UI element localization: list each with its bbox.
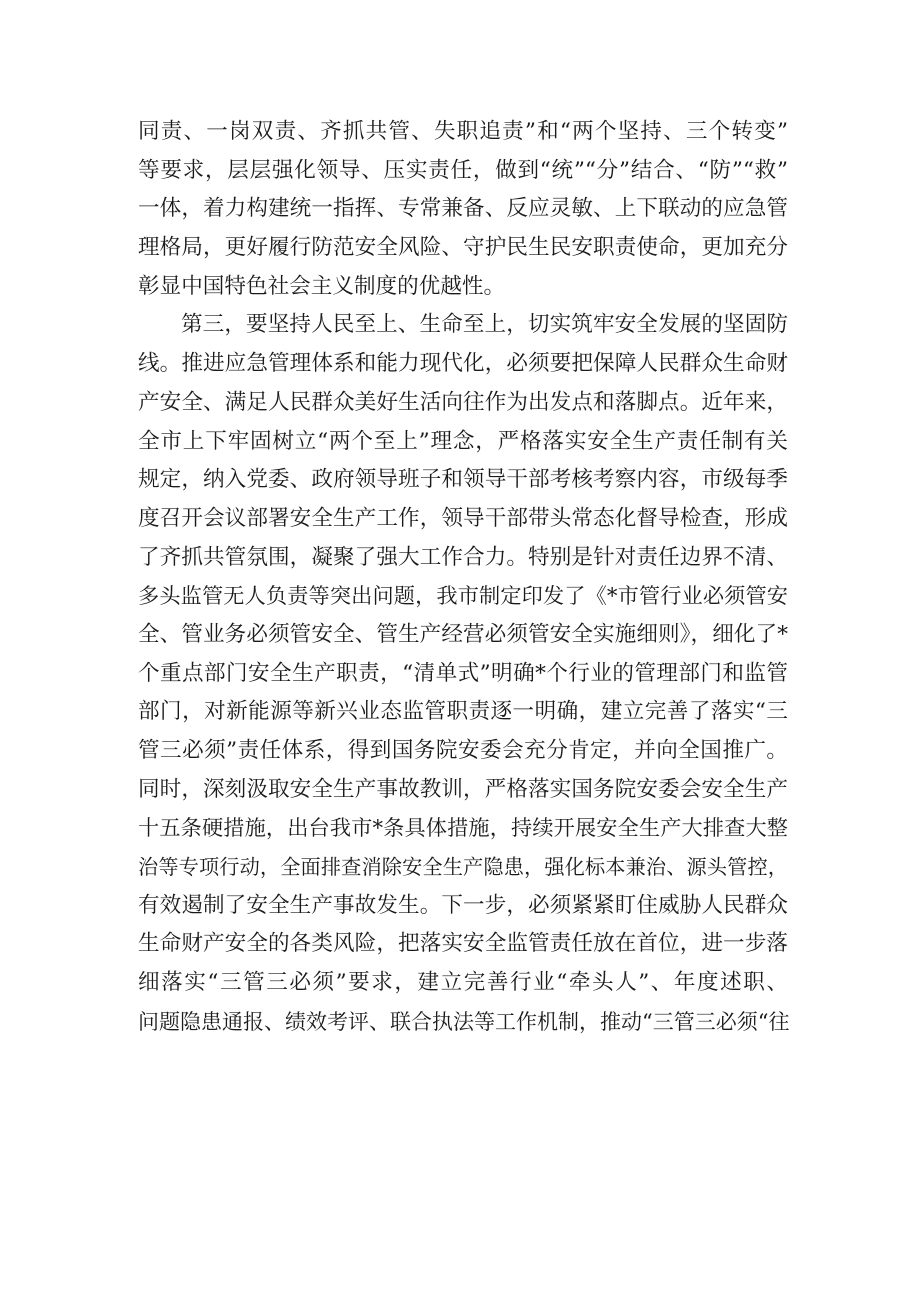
text-line: 治等专项行动，全面排查消除安全生产隐患，强化标本兼治、源头管控， xyxy=(138,855,788,880)
text-line: 规定，纳入党委、政府领导班子和领导干部考核考察内容，市级每季 xyxy=(138,467,788,493)
text-line: 生命财产安全的各类风险，把落实安全监管责任放在首位，进一步落 xyxy=(138,931,788,957)
text-line: 个重点部门安全生产职责，“清单式”明确*个行业的管理部门和监管 xyxy=(138,660,788,686)
text-line: 有效遏制了安全生产事故发生。下一步，必须紧紧盯住威胁人民群众 xyxy=(138,892,788,918)
text-line: 彰显中国特色社会主义制度的优越性。 xyxy=(138,273,506,299)
text-line: 同责、一岗双责、齐抓共管、失职追责”和“两个坚持、三个转变” xyxy=(138,119,788,144)
body-text xyxy=(138,113,788,1042)
paragraph-start-line: 第三，要坚持人民至上、生命至上，切实筑牢安全发展的坚固防 xyxy=(181,312,788,338)
text-line: 理格局，更好履行防范安全风险、守护民生民安职责使命，更加充分 xyxy=(138,235,788,261)
text-line: 线。推进应急管理体系和能力现代化，必须要把保障人民群众生命财 xyxy=(138,351,788,377)
text-line: 度召开会议部署安全生产工作，领导干部带头常态化督导检查，形成 xyxy=(138,505,788,531)
text-line: 全市上下牢固树立“两个至上”理念，严格落实安全生产责任制有关 xyxy=(138,428,788,454)
text-line: 细落实“三管三必须”要求，建立完善行业“牵头人”、年度述职、 xyxy=(138,970,788,996)
text-line: 全、管业务必须管安全、管生产经营必须管安全实施细则》，细化了* xyxy=(138,621,788,647)
text-line: 产安全、满足人民群众美好生活向往作为出发点和落脚点。近年来， xyxy=(138,389,788,415)
text-line: 同时，深刻汲取安全生产事故教训，严格落实国务院安委会安全生产 xyxy=(138,776,788,802)
text-line: 了齐抓共管氛围，凝聚了强大工作合力。特别是针对责任边界不清、 xyxy=(138,544,788,570)
text-line: 十五条硬措施，出台我市*条具体措施，持续开展安全生产大排查大整 xyxy=(138,815,788,841)
text-line: 多头监管无人负责等突出问题，我市制定印发了《*市管行业必须管安 xyxy=(138,583,788,609)
text-line: 部门，对新能源等新兴业态监管职责逐一明确，建立完善了落实“三 xyxy=(138,699,788,725)
text-line: 问题隐患通报、绩效考评、联合执法等工作机制，推动“三管三必须“往 xyxy=(138,1009,790,1034)
text-line: 一体，着力构建统一指挥、专常兼备、反应灵敏、上下联动的应急管 xyxy=(138,196,788,222)
text-line: 管三必须”责任体系，得到国务院安委会充分肯定，并向全国推广。 xyxy=(138,738,788,763)
text-line: 等要求，层层强化领导、压实责任，做到“统”“分”结合、“防”“救” xyxy=(138,157,788,183)
